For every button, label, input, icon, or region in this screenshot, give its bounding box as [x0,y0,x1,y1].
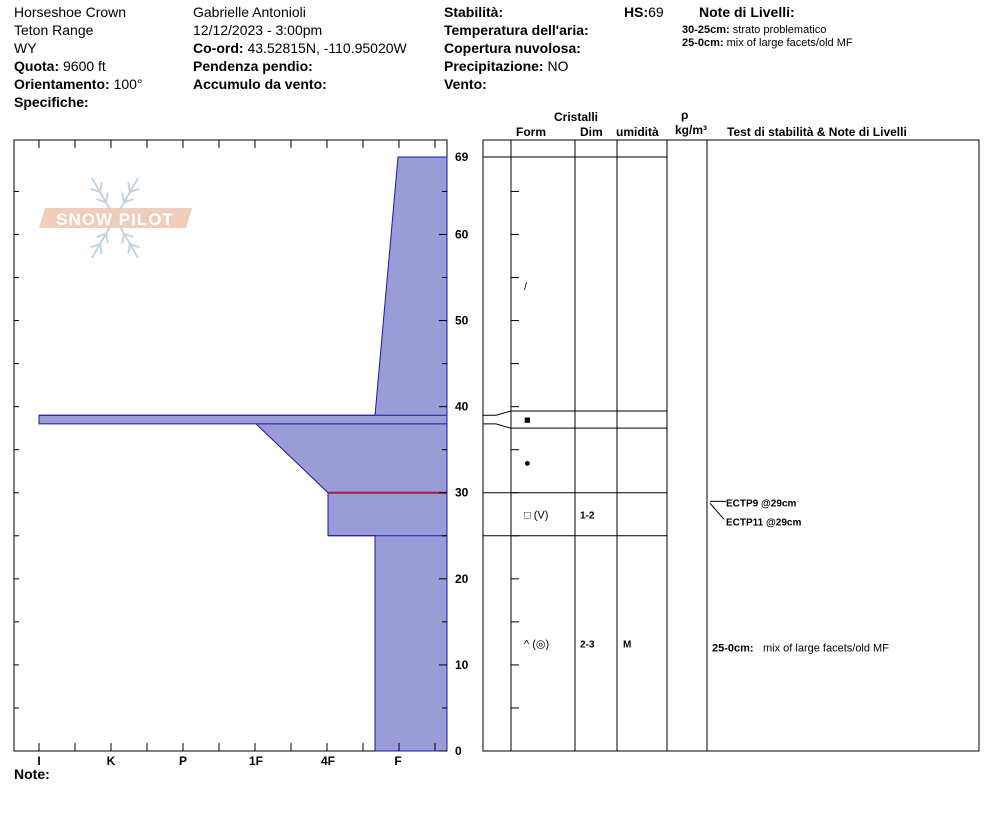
air-temp-label: Temperatura dell'aria: [444,22,589,38]
form-header: Form [516,125,546,139]
test-label: ECTP9 @29cm [726,498,797,510]
crystal-form: ^ (◎) [524,638,550,651]
depth-label: 60 [455,227,469,242]
size-header: Dim [580,125,603,139]
specifics-label: Specifiche: [14,94,89,110]
depth-label: 30 [455,485,469,500]
density-unit-header: kg/m³ [675,123,708,137]
stability-label: Stabilità: [444,4,504,20]
elevation-value: 9600 ft [63,58,106,74]
snowflake-branch [100,244,102,254]
depth-label: 10 [455,657,469,672]
note-label: Note: [14,766,50,782]
elevation-label: Quota: [14,58,60,74]
note-range: 25-0cm: [712,642,754,655]
layer-note-2-range: 25-0cm: [682,37,724,49]
hs-value: 69 [648,4,664,20]
crystal-form: ■ [524,414,531,427]
moisture-header: umidità [616,125,659,139]
location: Horseshoe Crown [14,4,127,20]
hardness-label: P [178,754,188,768]
hardness-label: F [394,754,402,768]
snowflake-branch [106,193,108,203]
depth-label: 69 [455,150,469,164]
observer: Gabrielle Antonioli [193,4,306,20]
test-label: ECTP11 @29cm [726,517,802,529]
depth-label: 50 [455,313,469,328]
coord-label: Co-ord: [193,40,244,56]
hardness-label: K [106,754,116,768]
slope-label: Pendenza pendio: [193,58,313,74]
hs-label: HS: [624,4,649,20]
test-arrow-2 [710,503,724,519]
depth-label: 20 [455,571,469,586]
wind-label: Vento: [444,76,487,92]
logo-text: SNOW PILOT [56,210,174,229]
crystal-form: ● [524,457,531,470]
snowflake-branch [122,234,124,244]
snowflake-branch [100,182,102,192]
layers-table-frame [483,140,979,751]
crystal-form: □ (V) [524,509,549,522]
datetime: 12/12/2023 - 3:00pm [193,22,323,38]
hardness-label: I [37,754,41,768]
hardness-label: 4F [320,754,336,768]
precip-label: Precipitazione: [444,58,544,74]
cloud-label: Copertura nuvolosa: [444,40,581,56]
snowflake-branch [128,182,130,192]
snowflake-branch [106,234,108,244]
coord-value: 43.52815N, -110.95020W [247,40,407,56]
layer-note-1-range: 30-25cm: [682,24,730,36]
crystal-size: 2-3 [580,639,595,651]
aspect-value: 100° [113,76,143,92]
rho-header: ρ [681,108,689,122]
snowflake-branch [122,193,124,203]
depth-label: 40 [455,399,469,414]
aspect-label: Orientamento: [14,76,110,92]
crystals-header: Cristalli [554,110,599,124]
connector-38 [483,424,511,428]
layer-notes-label: Note di Livelli: [699,4,795,20]
tests-notes-header: Test di stabilità & Note di Livelli [727,125,907,139]
note-text: mix of large facets/old MF [763,642,889,655]
wind-loading-label: Accumulo da vento: [193,76,327,92]
crystal-size: 1-2 [580,510,595,522]
layer-note-2-text: mix of large facets/old MF [726,37,853,49]
hardness-label: 1F [248,754,264,768]
state: WY [14,40,37,56]
depth-label: 0 [455,744,462,758]
range: Teton Range [14,22,94,38]
precip-value: NO [547,58,569,74]
snowflake-branch [128,244,130,254]
connector-39 [483,411,511,415]
crystal-moisture: M [623,639,632,651]
layer-note-1-text: strato problematico [732,24,827,36]
crystal-form: / [524,281,528,294]
